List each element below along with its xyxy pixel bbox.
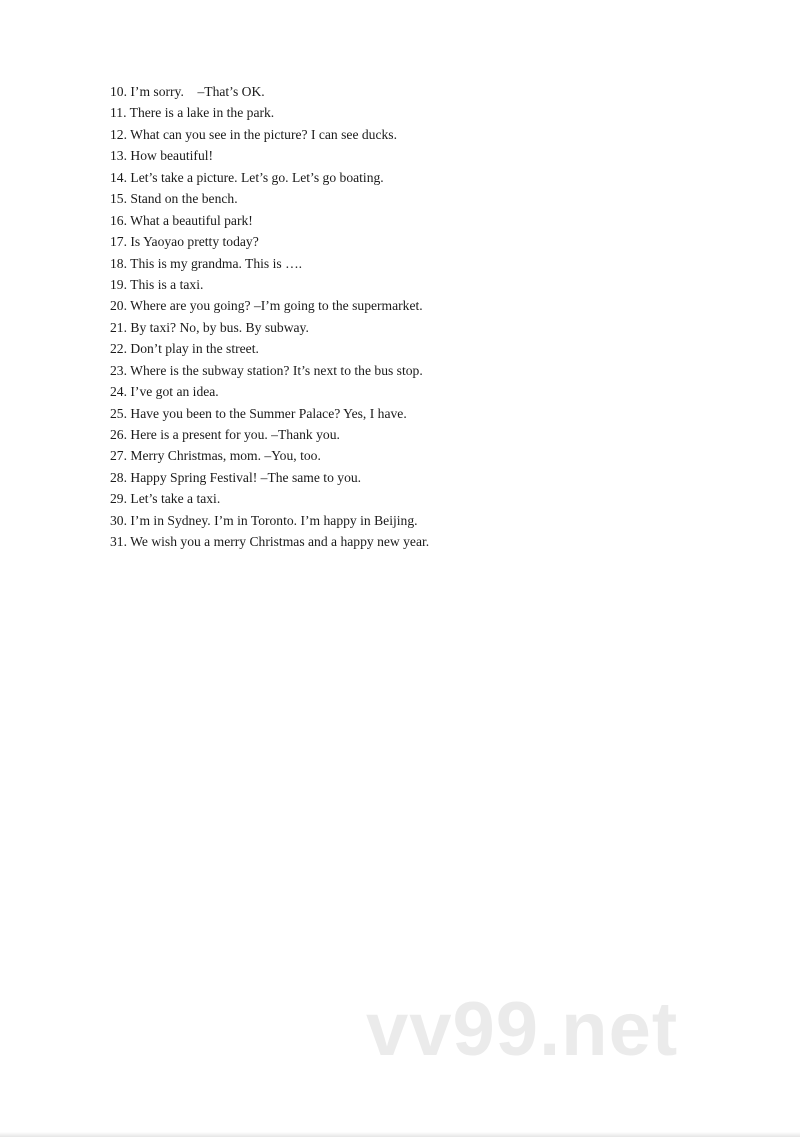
sentence-line: 14. Let’s take a picture. Let’s go. Let’s go boating. <box>110 169 384 185</box>
sentence-line: 26. Here is a present for you. –Thank you. <box>110 427 340 442</box>
sentence-list <box>110 81 429 553</box>
sentence-line: 15. Stand on the bench. <box>110 191 238 207</box>
sentence-line: 11. There is a lake in the park. <box>110 105 275 121</box>
page-bottom-edge <box>0 1132 800 1137</box>
sentence-line: 16. What a beautiful park! <box>110 212 253 228</box>
sentence-line: 31. We wish you a merry Christmas and a happy new year. <box>110 534 430 550</box>
sentence-line: 24. I’ve got an idea. <box>110 384 219 400</box>
sentence-line: 22. Don’t play in the street. <box>110 341 259 357</box>
sentence-line: 27. Merry Christmas, mom. –You, too. <box>110 448 321 464</box>
sentence-line: 23. Where is the subway station? It’s next to the bus stop. <box>110 362 423 378</box>
sentence-line: 18. This is my grandma. This is …. <box>110 255 303 271</box>
sentence-line: 30. I’m in Sydney. I’m in Toronto. I’m happy in Beijing. <box>110 512 418 528</box>
sentence-line: 29. Let’s take a taxi. <box>110 491 221 507</box>
sentence-line: 17. Is Yaoyao pretty today? <box>110 234 259 250</box>
sentence-line: 20. Where are you going? –I’m going to the supermarket. <box>110 298 423 314</box>
sentence-line: 28. Happy Spring Festival! –The same to you. <box>110 469 362 485</box>
sentence-line: 10. I’m sorry. –That’s OK. <box>110 84 265 99</box>
watermark-text: vv99.net <box>366 987 679 1072</box>
sentence-line: 19. This is a taxi. <box>110 276 204 292</box>
sentence-line: 21. By taxi? No, by bus. By subway. <box>110 319 309 335</box>
sentence-line: 13. How beautiful! <box>110 148 214 164</box>
sentence-line: 25. Have you been to the Summer Palace? Yes, I have. <box>110 405 407 421</box>
sentence-line: 12. What can you see in the picture? I can see ducks. <box>110 126 397 142</box>
